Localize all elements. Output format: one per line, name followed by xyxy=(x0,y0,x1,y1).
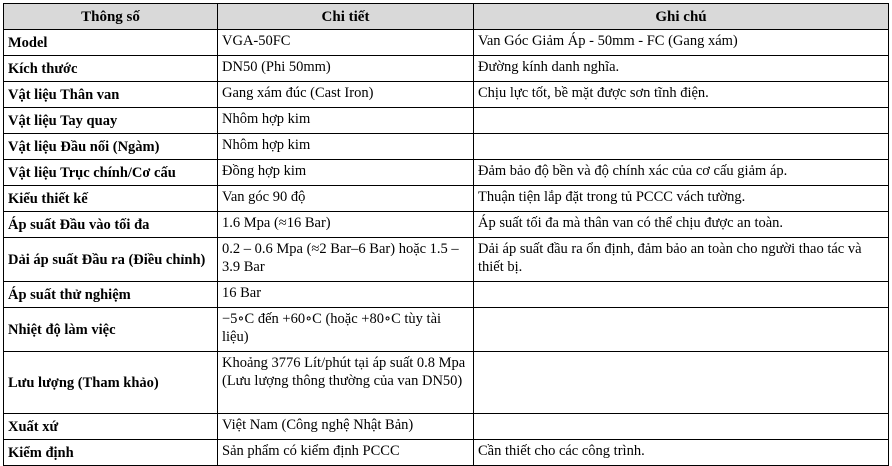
table-row xyxy=(4,186,889,212)
spec-table xyxy=(3,3,889,466)
param-cell: Vật liệu Đầu nối (Ngàm) xyxy=(4,134,218,160)
param-cell: Vật liệu Trục chính/Cơ cấu xyxy=(4,160,218,186)
table-row xyxy=(4,308,889,352)
table-row xyxy=(4,282,889,308)
param-cell: Nhiệt độ làm việc xyxy=(4,308,218,352)
param-cell: Kích thước xyxy=(4,56,218,82)
param-cell: Xuất xứ xyxy=(4,414,218,440)
note-cell: Van Góc Giảm Áp - 50mm - FC (Gang xám) xyxy=(474,30,889,56)
table-row xyxy=(4,414,889,440)
table-row xyxy=(4,238,889,282)
detail-cell: Khoảng 3776 Lít/phút tại áp suất 0.8 Mpa (Lưu lượng thông thường của van DN50) xyxy=(218,352,474,414)
note-cell xyxy=(474,108,889,134)
note-cell xyxy=(474,352,889,414)
header-note: Ghi chú xyxy=(474,4,889,30)
note-cell: Cần thiết cho các công trình. xyxy=(474,440,889,466)
note-cell xyxy=(474,414,889,440)
detail-cell: Van góc 90 độ xyxy=(218,186,474,212)
param-cell: Vật liệu Tay quay xyxy=(4,108,218,134)
param-cell: Dải áp suất Đầu ra (Điều chỉnh) xyxy=(4,238,218,282)
detail-cell: Gang xám đúc (Cast Iron) xyxy=(218,82,474,108)
detail-cell: Đồng hợp kim xyxy=(218,160,474,186)
header-detail: Chi tiết xyxy=(218,4,474,30)
param-cell: Kiểu thiết kế xyxy=(4,186,218,212)
note-cell: Dải áp suất đầu ra ổn định, đảm bảo an toàn cho người thao tác và thiết bị. xyxy=(474,238,889,282)
param-cell: Kiểm định xyxy=(4,440,218,466)
detail-cell: Sản phẩm có kiểm định PCCC xyxy=(218,440,474,466)
param-cell: Lưu lượng (Tham khảo) xyxy=(4,352,218,414)
table-row xyxy=(4,56,889,82)
note-cell xyxy=(474,134,889,160)
table-row xyxy=(4,134,889,160)
note-cell xyxy=(474,308,889,352)
param-cell: Áp suất Đầu vào tối đa xyxy=(4,212,218,238)
note-cell xyxy=(474,282,889,308)
detail-cell: −5∘C đến +60∘C (hoặc +80∘C tùy tài liệu) xyxy=(218,308,474,352)
param-cell: Áp suất thử nghiệm xyxy=(4,282,218,308)
detail-cell: 0.2 – 0.6 Mpa (≈2 Bar–6 Bar) hoặc 1.5 – 3.9 Bar xyxy=(218,238,474,282)
param-cell: Model xyxy=(4,30,218,56)
note-cell: Chịu lực tốt, bề mặt được sơn tĩnh điện. xyxy=(474,82,889,108)
note-cell: Thuận tiện lắp đặt trong tủ PCCC vách tường. xyxy=(474,186,889,212)
table-row xyxy=(4,108,889,134)
detail-cell: 1.6 Mpa (≈16 Bar) xyxy=(218,212,474,238)
detail-cell: VGA-50FC xyxy=(218,30,474,56)
note-cell: Đường kính danh nghĩa. xyxy=(474,56,889,82)
table-row xyxy=(4,82,889,108)
detail-cell: Nhôm hợp kim xyxy=(218,108,474,134)
table-row xyxy=(4,212,889,238)
detail-cell: Việt Nam (Công nghệ Nhật Bản) xyxy=(218,414,474,440)
detail-cell: Nhôm hợp kim xyxy=(218,134,474,160)
detail-cell: DN50 (Phi 50mm) xyxy=(218,56,474,82)
note-cell: Áp suất tối đa mà thân van có thể chịu được an toàn. xyxy=(474,212,889,238)
table-row xyxy=(4,160,889,186)
table-row xyxy=(4,352,889,414)
param-cell: Vật liệu Thân van xyxy=(4,82,218,108)
detail-cell: 16 Bar xyxy=(218,282,474,308)
table-row xyxy=(4,30,889,56)
header-param: Thông số xyxy=(4,4,218,30)
header-row xyxy=(4,4,889,30)
note-cell: Đảm bảo độ bền và độ chính xác của cơ cấu giảm áp. xyxy=(474,160,889,186)
